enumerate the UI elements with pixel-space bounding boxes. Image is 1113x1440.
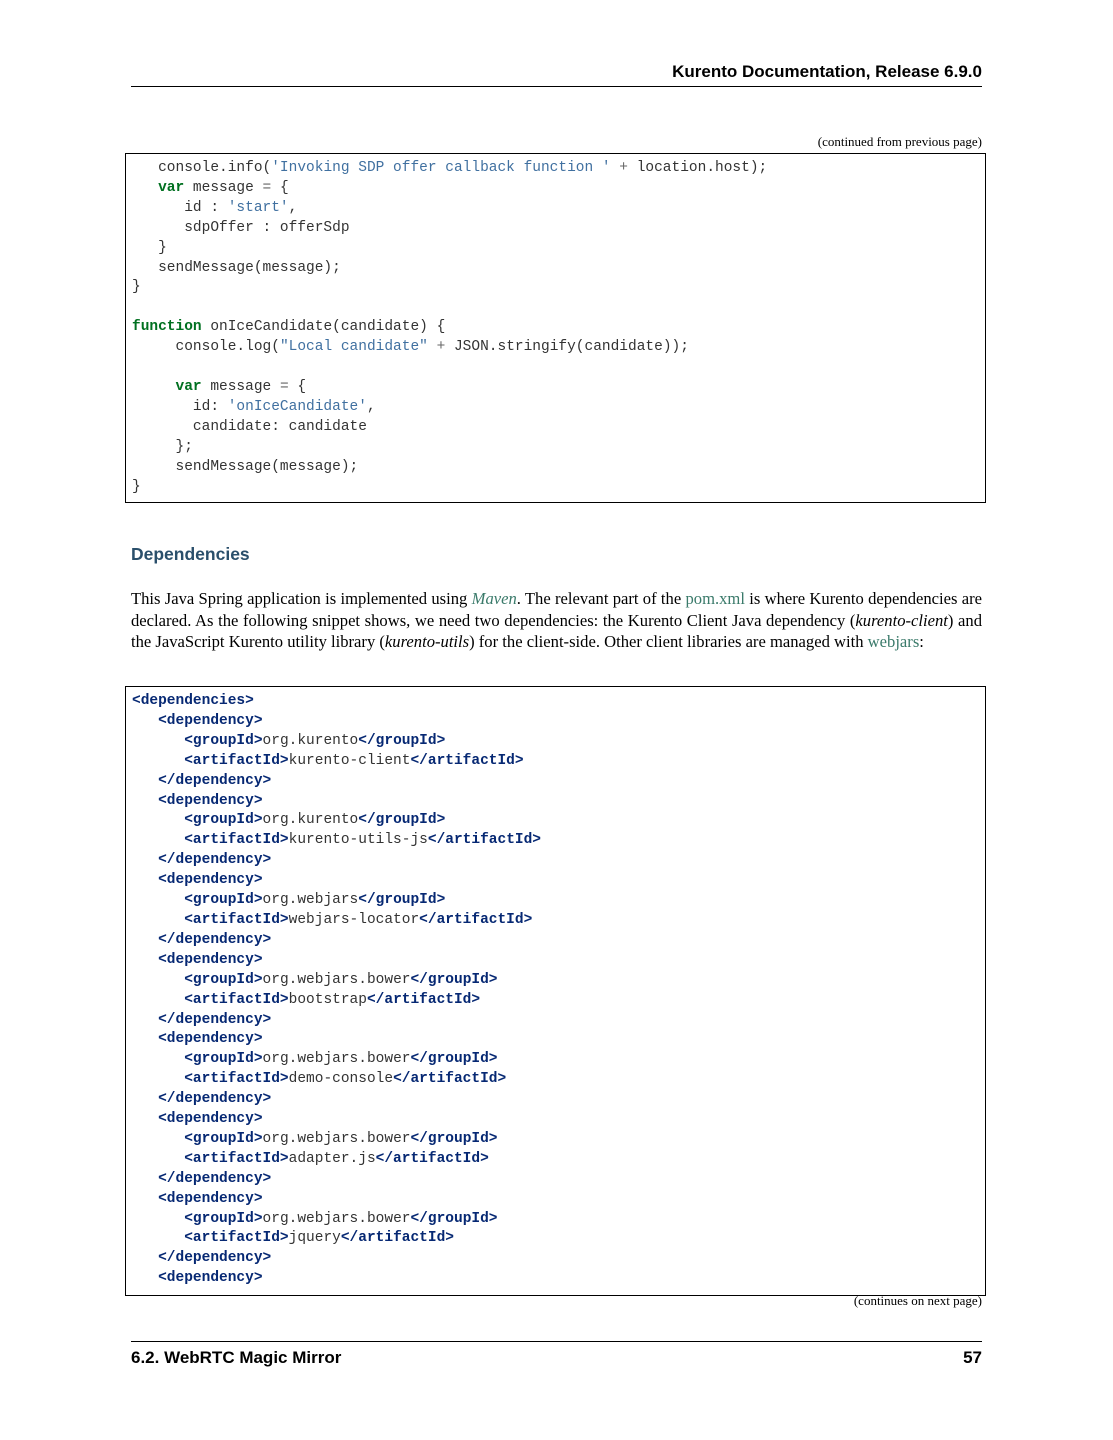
code-text bbox=[132, 379, 176, 395]
code-text: kurento-utils-js bbox=[288, 832, 428, 849]
code-line bbox=[132, 1191, 263, 1207]
code-line bbox=[132, 379, 306, 395]
code-text: location.host); bbox=[628, 160, 768, 176]
code-line bbox=[132, 892, 445, 908]
code-text bbox=[132, 1211, 184, 1227]
code-text bbox=[132, 180, 158, 196]
dependencies-paragraph bbox=[131, 588, 982, 653]
code-text bbox=[132, 793, 158, 809]
code-operator: = bbox=[262, 179, 272, 196]
code-tag: <dependency> bbox=[158, 951, 263, 968]
code-tag: </groupId> bbox=[358, 732, 446, 749]
code-line bbox=[132, 1211, 498, 1227]
code-tag: <groupId> bbox=[184, 1130, 263, 1147]
code-text bbox=[132, 1131, 184, 1147]
code-operator: = bbox=[279, 378, 289, 395]
continued-from-note: (continued from previous page) bbox=[817, 134, 982, 149]
code-tag: </artifactId> bbox=[366, 991, 481, 1008]
code-tag: </groupId> bbox=[410, 971, 498, 988]
code-tag: <artifactId> bbox=[184, 1150, 289, 1167]
javascript-code-block bbox=[125, 153, 986, 503]
code-line bbox=[132, 319, 445, 335]
code-line bbox=[132, 260, 341, 276]
code-string: 'start' bbox=[227, 199, 289, 216]
footer-section-title: 6.2. WebRTC Magic Mirror bbox=[131, 1348, 342, 1367]
code-text bbox=[132, 1270, 158, 1286]
code-text bbox=[132, 1151, 184, 1167]
code-text: org.webjars.bower bbox=[262, 1210, 411, 1227]
code-operator: + bbox=[436, 339, 446, 356]
code-text bbox=[132, 852, 158, 868]
code-text bbox=[132, 1012, 158, 1028]
kurento-client-term: kurento-client bbox=[855, 610, 948, 630]
code-line bbox=[132, 1131, 498, 1147]
code-tag: <dependency> bbox=[158, 1031, 263, 1048]
code-tag: <artifactId> bbox=[184, 1230, 289, 1247]
code-tag: <artifactId> bbox=[184, 911, 289, 928]
code-keyword: var bbox=[175, 378, 202, 395]
code-line bbox=[132, 773, 271, 789]
code-tag: <groupId> bbox=[184, 1051, 263, 1068]
code-text: , bbox=[366, 398, 376, 415]
code-line bbox=[132, 932, 271, 948]
code-tag: <artifactId> bbox=[184, 1071, 289, 1088]
code-line bbox=[132, 753, 524, 769]
code-text: org.kurento bbox=[262, 732, 359, 749]
code-text: { bbox=[288, 378, 307, 395]
paragraph-text: : bbox=[919, 632, 924, 651]
code-text: { bbox=[271, 179, 289, 196]
paragraph-text: is where Kurento dependencies are declared. As the following snippet shows, we need two dependencies: the Kurento Client Java dependency ( bbox=[131, 589, 982, 630]
code-text: adapter.js bbox=[288, 1150, 376, 1167]
code-line bbox=[132, 972, 498, 988]
code-line bbox=[132, 220, 350, 236]
code-text: sdpOffer : offerSdp bbox=[132, 219, 350, 236]
code-text: id: bbox=[132, 398, 228, 415]
code-text: jquery bbox=[288, 1230, 341, 1247]
code-line bbox=[132, 1071, 506, 1087]
code-line bbox=[132, 200, 297, 216]
code-listing-js bbox=[126, 154, 985, 497]
code-tag: </dependency> bbox=[158, 1091, 272, 1108]
code-line bbox=[132, 1012, 271, 1028]
code-text bbox=[132, 753, 184, 769]
page-header bbox=[131, 62, 982, 87]
code-tag: </dependency> bbox=[158, 772, 272, 789]
code-tag: <dependency> bbox=[158, 1111, 263, 1128]
code-text: id : bbox=[132, 199, 228, 216]
code-tag: <groupId> bbox=[184, 1210, 263, 1227]
code-tag: <artifactId> bbox=[184, 991, 289, 1008]
code-tag: </groupId> bbox=[410, 1051, 498, 1068]
code-text: } bbox=[132, 279, 141, 296]
xml-code-block bbox=[125, 686, 986, 1296]
code-text: }; bbox=[132, 438, 193, 455]
code-line bbox=[132, 160, 767, 176]
code-text bbox=[132, 1071, 184, 1087]
code-tag: <dependency> bbox=[158, 792, 263, 809]
code-tag: <artifactId> bbox=[184, 832, 289, 849]
paragraph-text: This Java Spring application is implemented using bbox=[131, 589, 472, 608]
code-line bbox=[132, 240, 167, 256]
code-tag: </artifactId> bbox=[340, 1230, 454, 1247]
maven-link[interactable]: Maven bbox=[471, 589, 517, 608]
code-line bbox=[132, 912, 532, 928]
code-tag: <artifactId> bbox=[184, 752, 289, 769]
code-line bbox=[132, 339, 689, 355]
code-line bbox=[132, 812, 445, 828]
code-tag: <groupId> bbox=[184, 812, 263, 829]
code-line bbox=[132, 992, 480, 1008]
code-text: candidate: candidate bbox=[132, 418, 367, 435]
code-line bbox=[132, 852, 271, 868]
code-text: sendMessage(message); bbox=[132, 259, 341, 276]
code-operator: + bbox=[619, 160, 628, 176]
code-line bbox=[132, 1250, 271, 1266]
code-text: } bbox=[132, 478, 141, 495]
code-tag: <groupId> bbox=[184, 971, 263, 988]
code-tag: </groupId> bbox=[358, 812, 446, 829]
code-text bbox=[132, 713, 158, 729]
code-string: 'Invoking SDP offer callback function ' bbox=[271, 160, 611, 176]
code-tag: <dependencies> bbox=[132, 693, 254, 709]
code-line bbox=[132, 1151, 489, 1167]
paragraph-text: ) for the client-side. Other client libraries are managed with bbox=[469, 632, 868, 651]
code-text bbox=[132, 992, 184, 1008]
code-text bbox=[132, 1191, 158, 1207]
code-line bbox=[132, 1031, 263, 1047]
code-line bbox=[132, 1270, 263, 1286]
code-tag: </groupId> bbox=[358, 892, 446, 909]
code-tag: </artifactId> bbox=[393, 1071, 507, 1088]
code-text bbox=[132, 912, 184, 928]
code-tag: </artifactId> bbox=[410, 752, 524, 769]
code-tag: </dependency> bbox=[158, 852, 272, 869]
code-text bbox=[132, 892, 184, 908]
code-text bbox=[132, 952, 158, 968]
code-text: message bbox=[184, 179, 263, 196]
code-tag: </dependency> bbox=[158, 1250, 272, 1267]
paragraph-text: . The relevant part of the bbox=[516, 589, 686, 608]
code-text: org.webjars bbox=[262, 892, 359, 909]
code-text bbox=[132, 1111, 158, 1127]
section-heading-dependencies: Dependencies bbox=[131, 544, 250, 564]
code-tag: <dependency> bbox=[158, 712, 263, 729]
code-line bbox=[132, 1091, 271, 1107]
code-text: , bbox=[288, 199, 298, 216]
code-text: kurento-client bbox=[288, 752, 411, 769]
code-line bbox=[132, 1171, 271, 1187]
code-tag: </dependency> bbox=[158, 1170, 272, 1187]
code-keyword: function bbox=[132, 319, 202, 336]
code-tag: <dependency> bbox=[158, 872, 263, 889]
code-line bbox=[132, 952, 263, 968]
code-line bbox=[132, 793, 263, 809]
code-text bbox=[132, 1091, 158, 1107]
code-text bbox=[428, 339, 437, 355]
code-line bbox=[132, 459, 358, 475]
code-tag: </dependency> bbox=[158, 931, 272, 948]
code-text: demo-console bbox=[288, 1071, 394, 1088]
code-text bbox=[132, 972, 184, 988]
code-text: onIceCandidate(candidate) { bbox=[201, 319, 446, 336]
code-line bbox=[132, 1111, 263, 1127]
code-line bbox=[132, 479, 141, 495]
code-tag: <groupId> bbox=[184, 892, 263, 909]
code-tag: </groupId> bbox=[410, 1210, 498, 1227]
code-string: 'onIceCandidate' bbox=[227, 398, 367, 415]
code-line bbox=[132, 399, 376, 415]
code-text bbox=[132, 872, 158, 888]
code-tag: </dependency> bbox=[158, 1011, 272, 1028]
code-text bbox=[132, 733, 184, 749]
paragraph-text: ) and the JavaScript Kurento utility library ( bbox=[131, 610, 982, 651]
code-string: "Local candidate" bbox=[279, 339, 428, 356]
code-text bbox=[132, 1171, 158, 1187]
code-text: org.webjars.bower bbox=[262, 1051, 411, 1068]
code-line bbox=[132, 733, 445, 749]
code-line bbox=[132, 832, 541, 848]
code-keyword: var bbox=[158, 179, 185, 196]
code-tag: </groupId> bbox=[410, 1130, 498, 1147]
code-text bbox=[132, 832, 184, 848]
code-text: JSON.stringify(candidate)); bbox=[445, 339, 689, 356]
webjars-link[interactable]: webjars bbox=[867, 632, 920, 651]
code-text: webjars-locator bbox=[288, 911, 420, 928]
code-tag: </artifactId> bbox=[419, 911, 533, 928]
code-text: bootstrap bbox=[288, 991, 367, 1008]
code-text bbox=[132, 812, 184, 828]
code-listing-xml bbox=[126, 687, 985, 1289]
code-text bbox=[132, 1051, 184, 1067]
continues-on-note: (continues on next page) bbox=[853, 1293, 982, 1308]
code-tag: </artifactId> bbox=[375, 1150, 489, 1167]
code-line bbox=[132, 180, 289, 196]
code-text bbox=[611, 160, 620, 176]
code-text: } bbox=[132, 239, 167, 256]
pom-xml-link[interactable]: pom.xml bbox=[685, 589, 745, 608]
code-text bbox=[132, 1230, 184, 1246]
code-text bbox=[132, 932, 158, 948]
code-text: org.kurento bbox=[262, 812, 359, 829]
page-number: 57 bbox=[963, 1348, 982, 1367]
page-footer bbox=[131, 1341, 982, 1368]
code-line bbox=[132, 419, 367, 435]
code-text: org.webjars.bower bbox=[262, 971, 411, 988]
code-line bbox=[132, 439, 193, 455]
code-text: console.log( bbox=[132, 339, 280, 356]
code-tag: <groupId> bbox=[184, 732, 263, 749]
code-line bbox=[132, 693, 254, 709]
code-text: sendMessage(message); bbox=[132, 458, 359, 475]
code-text: console.info( bbox=[132, 160, 272, 176]
code-tag: <dependency> bbox=[158, 1190, 263, 1207]
code-tag: </artifactId> bbox=[427, 832, 541, 849]
code-tag: <dependency> bbox=[158, 1270, 263, 1287]
code-line bbox=[132, 713, 263, 729]
kurento-utils-term: kurento-utils bbox=[384, 632, 470, 651]
code-line bbox=[132, 279, 141, 295]
code-text: message bbox=[201, 378, 280, 395]
document-title: Kurento Documentation, Release 6.9.0 bbox=[672, 62, 982, 81]
code-text bbox=[132, 1031, 158, 1047]
code-line bbox=[132, 872, 263, 888]
code-text: org.webjars.bower bbox=[262, 1130, 411, 1147]
code-text bbox=[132, 773, 158, 789]
code-text bbox=[132, 1250, 158, 1266]
code-line bbox=[132, 1230, 454, 1246]
code-line bbox=[132, 1051, 498, 1067]
